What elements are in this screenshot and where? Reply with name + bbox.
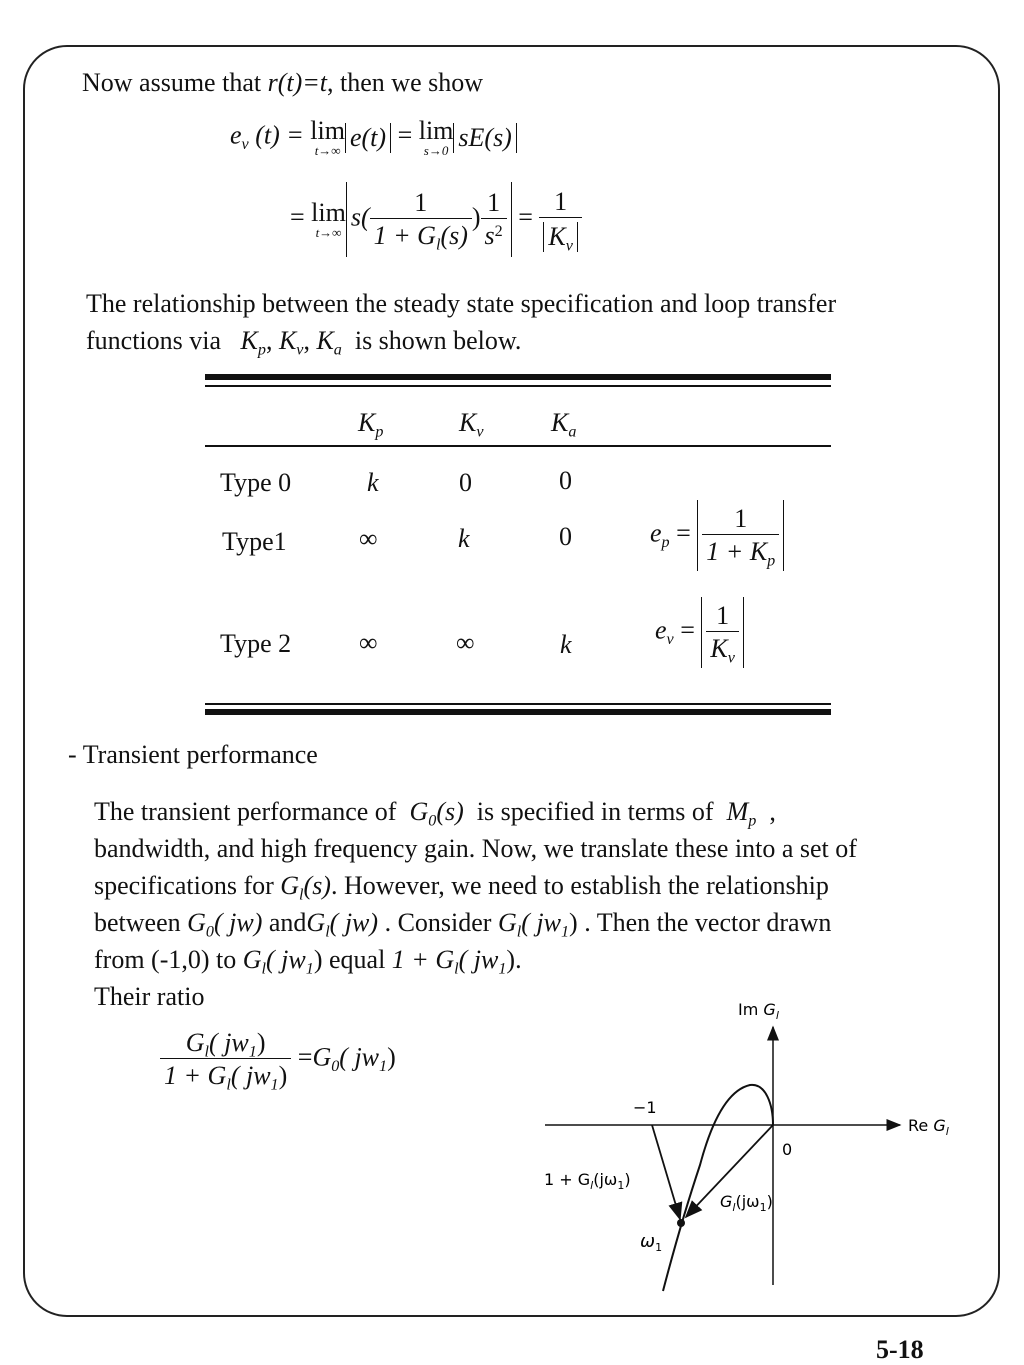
- lim-3: [311, 200, 346, 239]
- t-l4a: between: [94, 908, 181, 937]
- comma-1: ,: [265, 326, 273, 355]
- omega1-label: $\omega_1$: [640, 1231, 663, 1254]
- ratio-num: [182, 1028, 270, 1061]
- transient-paragraph: [94, 793, 857, 1015]
- t-l5a: from (-1,0) to: [94, 945, 237, 974]
- relationship-paragraph: [86, 285, 836, 359]
- t-Mp: M: [726, 797, 749, 826]
- lim-2-text: lim: [418, 116, 454, 145]
- lim-1-text: lim: [310, 116, 345, 145]
- t-Gljw1-sub: l: [516, 923, 522, 941]
- final-den: [539, 217, 582, 255]
- t-G0s: G: [409, 797, 429, 826]
- intro-condition: r(t)=t: [267, 68, 328, 97]
- intro-suffix: , then we show: [327, 68, 484, 97]
- ratio-eq: =: [297, 1042, 313, 1072]
- t-l3b: . However, we need to establish the relationship: [330, 871, 829, 900]
- ratio-den-arg: ( jw: [230, 1061, 271, 1090]
- relationship-line2-prefix: functions via: [86, 326, 222, 355]
- row-type2-label: Type 2: [220, 629, 292, 658]
- t-G0jw: G: [187, 908, 206, 937]
- row-type0-label: Type 0: [220, 468, 292, 497]
- table-top-thin-rule: [205, 385, 831, 387]
- frac-ramp: [481, 188, 507, 251]
- t-Gljw1-arg: ( jw: [521, 908, 561, 937]
- relationship-line2: [86, 322, 836, 359]
- intro-line: [82, 68, 483, 98]
- ep-sub: p: [661, 534, 670, 552]
- t-l5-onep-close: ): [506, 945, 516, 974]
- ratio-frac: [160, 1028, 291, 1094]
- t-l3a: specifications for: [94, 871, 274, 900]
- header-kp-K: K: [358, 408, 376, 437]
- ratio-num-close: ): [256, 1028, 266, 1057]
- row-type2-ka: k: [560, 630, 572, 659]
- nyquist-diagram: [530, 995, 980, 1305]
- abs-big: [346, 182, 512, 257]
- transient-line4: [94, 904, 857, 941]
- kp-symbol: K: [240, 326, 258, 355]
- vector-G-label: $G_l(j\omega_1)$: [720, 1192, 773, 1214]
- t-Gljw-sub: l: [325, 923, 330, 941]
- t-l4c: . Then the vector drawn: [584, 908, 832, 937]
- abs-et-text: e(t): [349, 122, 387, 152]
- ratio-rhs-sub1: 1: [379, 1058, 388, 1076]
- t-l1b: is specified in terms of: [476, 797, 714, 826]
- frac-den-sub: l: [435, 236, 441, 254]
- ramp-den: [481, 218, 507, 251]
- header-kp-sub: p: [375, 423, 384, 441]
- ramp-s: s: [484, 221, 495, 250]
- ev-abs: [701, 597, 744, 668]
- abs-Kv: [543, 222, 578, 255]
- abs-sEs-text: sE(s): [458, 122, 512, 152]
- header-kv-sub: v: [476, 423, 484, 441]
- table-header-rule: [205, 445, 831, 447]
- lim-3-text: lim: [311, 198, 346, 227]
- ev-sub: v: [666, 631, 674, 649]
- ep-den-sub: p: [767, 552, 776, 570]
- transient-line3: [94, 867, 857, 904]
- ev-den: [706, 631, 739, 667]
- omega1-point: [677, 1219, 685, 1227]
- t-Gljw: G: [306, 908, 326, 937]
- ev-line2-eq: =: [290, 202, 305, 232]
- lim-3-under: t→∞: [315, 225, 342, 240]
- ratio-num-G: G: [185, 1028, 205, 1057]
- t-l5-end: .: [515, 945, 522, 974]
- transient-line2: bandwidth, and high frequency gain. Now, we translate these into a set of: [94, 834, 857, 863]
- abs-sEs: [453, 123, 516, 153]
- t-Gls-sub: l: [299, 886, 304, 904]
- row-type0-ka: 0: [559, 466, 572, 495]
- ev-lhs: e: [230, 120, 242, 150]
- comma-2: ,: [303, 326, 310, 355]
- s-close: ): [471, 202, 481, 232]
- t-l5-onep-sub: l: [454, 960, 459, 978]
- row-type1-label: Type1: [222, 527, 287, 556]
- row-type0-kp: k: [367, 468, 379, 497]
- ratio-den-close: ): [278, 1061, 288, 1090]
- row-type0-kv: 0: [459, 468, 472, 497]
- row-type2-kv: ∞: [456, 628, 475, 657]
- ratio-num-sub: l: [204, 1043, 210, 1061]
- t-Gls-arg: (s): [303, 871, 331, 900]
- t-G0jw-sub: 0: [205, 923, 214, 941]
- ratio-rhs-close: ): [387, 1042, 396, 1072]
- ev-frac: [706, 601, 739, 667]
- frac-den-text: 1 + G: [373, 221, 436, 250]
- vector-one-plus-G: [652, 1125, 680, 1219]
- header-ka-sub: a: [568, 423, 577, 441]
- t-l5b: equal: [328, 945, 386, 974]
- t-G0jw-arg: ( jw): [213, 908, 263, 937]
- ep-e: e: [650, 518, 662, 548]
- ka-sub: a: [333, 341, 342, 359]
- ep-den-text: 1 + K: [706, 537, 768, 566]
- header-ka: [551, 408, 577, 441]
- t-l4and: and: [268, 908, 307, 937]
- t-l1a: The transient performance of: [94, 797, 397, 826]
- kp-sub: p: [257, 341, 266, 359]
- header-ka-K: K: [551, 408, 569, 437]
- final-num: 1: [554, 186, 568, 216]
- t-l5-G: G: [242, 945, 262, 974]
- header-kp: [358, 408, 384, 441]
- kv-symbol: K: [278, 326, 297, 355]
- re-axis-label: Re $G_l$: [908, 1116, 949, 1138]
- ev-equation-line1: [230, 118, 517, 157]
- t-l5-G-close: ): [313, 945, 323, 974]
- t-G0s-sub: 0: [428, 812, 437, 830]
- header-kv-K: K: [459, 408, 477, 437]
- header-kv: [459, 408, 484, 441]
- ep-eq: =: [676, 518, 691, 548]
- t-Gljw1: G: [497, 908, 517, 937]
- ev-eq: =: [680, 615, 695, 645]
- table-top-thick-rule: [205, 374, 831, 380]
- lim-1-under: t→∞: [314, 143, 341, 158]
- ep-num: 1: [734, 504, 748, 533]
- im-axis-label: Im $G_l$: [738, 1000, 779, 1022]
- ev-lhs-arg: (t) =: [255, 120, 304, 150]
- transient-line6: Their ratio: [94, 982, 205, 1011]
- final-K-sub: v: [565, 237, 573, 255]
- ev-equation-line2: [290, 182, 582, 257]
- intro-prefix: Now assume that: [82, 68, 268, 97]
- frac-final: [539, 186, 582, 255]
- abs-et: [345, 123, 391, 153]
- ratio-rhs-sub: 0: [331, 1058, 340, 1076]
- ratio-equation: [160, 1028, 396, 1094]
- frac-num: 1: [414, 188, 428, 217]
- t-l5-onep: 1 + G: [391, 945, 455, 974]
- t-l5-G-sub1: 1: [305, 960, 314, 978]
- ka-symbol: K: [316, 326, 334, 355]
- section-transient-performance: - Transient performance: [68, 740, 318, 769]
- table-bottom-thick-rule: [205, 709, 831, 715]
- row-type1-kv: k: [458, 524, 470, 553]
- ramp-exp: 2: [494, 222, 503, 240]
- t-Gljw1-sub1: 1: [560, 923, 570, 941]
- ev-lhs-sub: v: [241, 136, 249, 154]
- t-Gljw-arg: ( jw): [329, 908, 379, 937]
- minus-one-label: −1: [633, 1098, 657, 1117]
- t-Mp-sub: p: [748, 812, 757, 830]
- ratio-den-sub: l: [226, 1076, 231, 1094]
- row-type2-kp: ∞: [359, 628, 378, 657]
- lim-2: [419, 118, 454, 157]
- kv-sub: v: [296, 341, 304, 359]
- lim-2-under: s→0: [423, 143, 449, 158]
- ramp-num: 1: [487, 188, 501, 217]
- ev-eq: =: [397, 120, 413, 150]
- ev-den-text: K: [710, 634, 728, 663]
- page-number: 5-18: [876, 1335, 924, 1364]
- origin-label: 0: [782, 1140, 793, 1159]
- ratio-den: [160, 1058, 291, 1094]
- ev-final-eq: =: [518, 202, 533, 232]
- relationship-line1: The relationship between the steady state specification and loop transfer: [86, 289, 837, 318]
- t-Gljw1-close: ): [569, 908, 578, 937]
- ev-num: 1: [716, 601, 730, 630]
- ep-frac: [702, 504, 779, 570]
- frac-closed-loop: [370, 188, 472, 254]
- t-l1c: ,: [769, 797, 776, 826]
- t-l5-onep-arg: ( jw: [458, 945, 499, 974]
- ratio-rhs-G: G: [312, 1042, 332, 1072]
- vector-one-plus-G-label: $1 + G_l(j\omega_1)$: [544, 1170, 631, 1192]
- ratio-num-sub1: 1: [248, 1043, 257, 1061]
- ep-abs: [697, 500, 784, 571]
- ratio-den-sub1: 1: [270, 1076, 279, 1094]
- ratio-den-G: 1 + G: [164, 1061, 227, 1090]
- ep-formula: [650, 500, 784, 571]
- relationship-line2-suffix: is shown below.: [354, 326, 522, 355]
- s-open: s(: [350, 202, 370, 232]
- ratio-rhs-arg: ( jw: [339, 1042, 380, 1072]
- transient-line5: [94, 941, 857, 978]
- ev-den-sub: v: [727, 649, 735, 667]
- ep-den: [702, 534, 779, 570]
- t-l5-onep-sub1: 1: [498, 960, 507, 978]
- t-l5-G-sub: l: [261, 960, 267, 978]
- frac-den: [370, 218, 472, 254]
- nyquist-locus: [663, 1085, 773, 1291]
- final-K: K: [548, 222, 566, 252]
- table-bottom-thin-rule: [205, 703, 831, 705]
- t-G0s-arg: (s): [436, 797, 464, 826]
- ev-formula: [655, 597, 744, 668]
- t-Gls: G: [280, 871, 300, 900]
- row-type1-ka: 0: [559, 522, 572, 551]
- transient-line1: [94, 793, 857, 830]
- t-l5-G-arg: ( jw: [266, 945, 306, 974]
- frac-den-tail: (s): [440, 221, 468, 250]
- t-l4b: . Consider: [384, 908, 492, 937]
- lim-1: [310, 118, 345, 157]
- ratio-num-arg: ( jw: [209, 1028, 249, 1057]
- ev-e: e: [655, 615, 667, 645]
- row-type1-kp: ∞: [359, 524, 378, 553]
